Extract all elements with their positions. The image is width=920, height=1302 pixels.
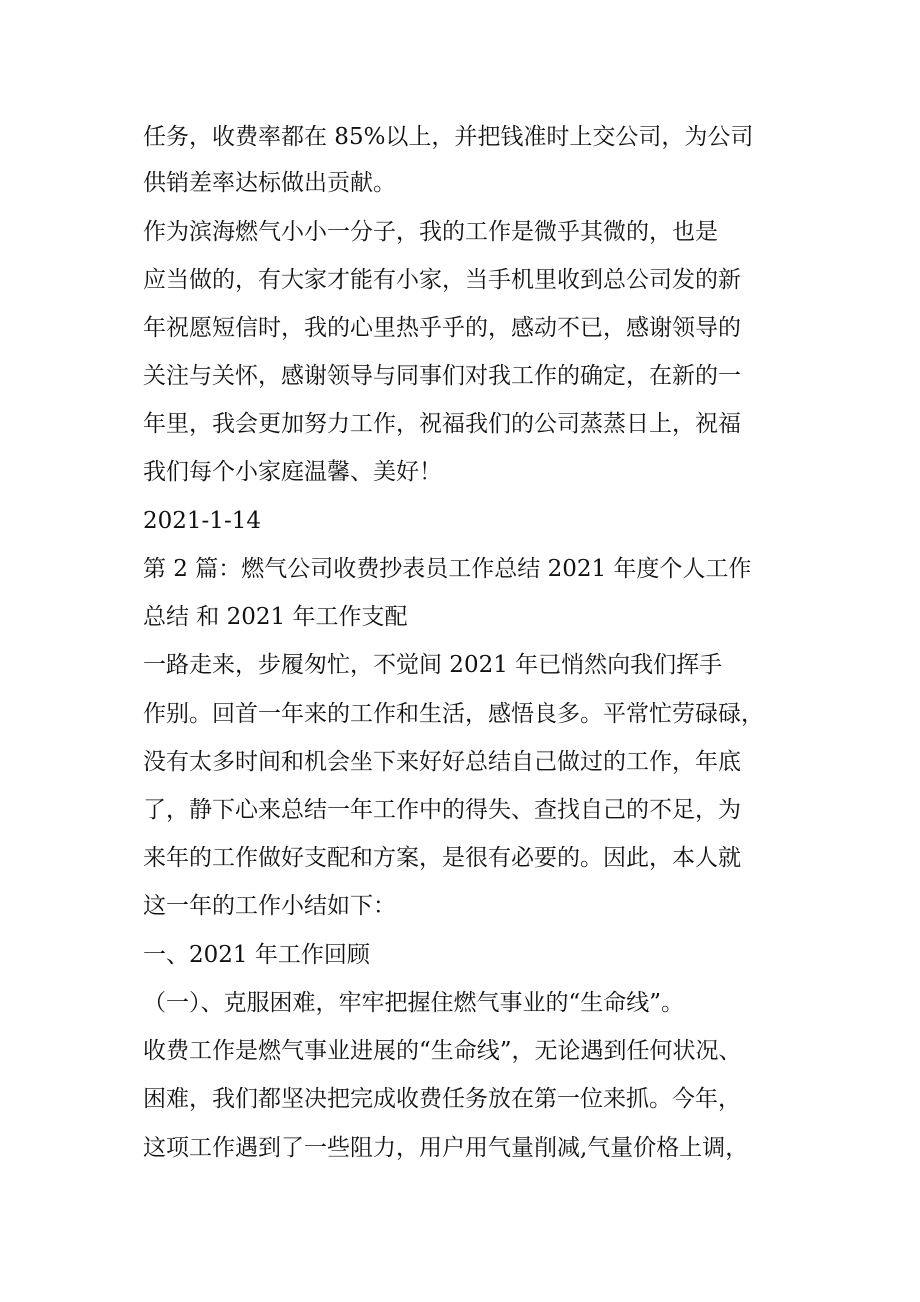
text-line: 了，静下心来总结一年工作中的得失、查找自己的不足，为 xyxy=(143,797,741,823)
text-line: 来年的工作做好支配和方案，是很有必要的。因此，本人就 xyxy=(143,845,741,871)
text-line: 供销差率达标做出贡献。 xyxy=(143,170,396,196)
section-heading: 第 2 篇：燃气公司收费抄表员工作总结 2021 年度个人工作 xyxy=(143,556,752,582)
text-line: 这项工作遇到了一些阻力，用户用气量削减,气量价格上调， xyxy=(143,1135,749,1161)
text-line: 关注与关怀，感谢领导与同事们对我工作的确定，在新的一 xyxy=(143,363,741,389)
text-line: 没有太多时间和机会坐下来好好总结自己做过的工作，年底 xyxy=(143,749,741,775)
subheading: 一、2021 年工作回顾 xyxy=(143,942,370,968)
text-line: 我们每个小家庭温馨、美好！ xyxy=(143,459,442,485)
text-line: 收费工作是燃气事业进展的“生命线”，无论遇到任何状况、 xyxy=(143,1038,742,1064)
subheading: （一）、克服困难，牢牢把握住燃气事业的“生命线”。 xyxy=(143,990,685,1016)
section-heading-continued: 总结 和 2021 年工作支配 xyxy=(143,604,408,630)
text-line: 应当做的，有大家才能有小家，当手机里收到总公司发的新 xyxy=(143,267,741,293)
text-line: 年祝愿短信时，我的心里热乎乎的，感动不已，感谢领导的 xyxy=(143,315,741,341)
text-line: 这一年的工作小结如下： xyxy=(143,893,396,919)
text-line: 一路走来，步履匆忙，不觉间 2021 年已悄然向我们挥手 xyxy=(143,652,723,678)
text-line: 任务，收费率都在 85%以上，并把钱准时上交公司，为公司 xyxy=(143,124,754,150)
text-line: 困难，我们都坚决把完成收费任务放在第一位来抓。今年， xyxy=(143,1086,741,1112)
text-line: 作别。回首一年来的工作和生活，感悟良多。平常忙劳碌碌， xyxy=(143,701,764,727)
text-line: 年里，我会更加努力工作，祝福我们的公司蒸蒸日上，祝福 xyxy=(143,411,741,437)
date-line: 2021-1-14 xyxy=(143,508,261,534)
text-line: 作为滨海燃气小小一分子，我的工作是微乎其微的，也是 xyxy=(143,219,718,245)
